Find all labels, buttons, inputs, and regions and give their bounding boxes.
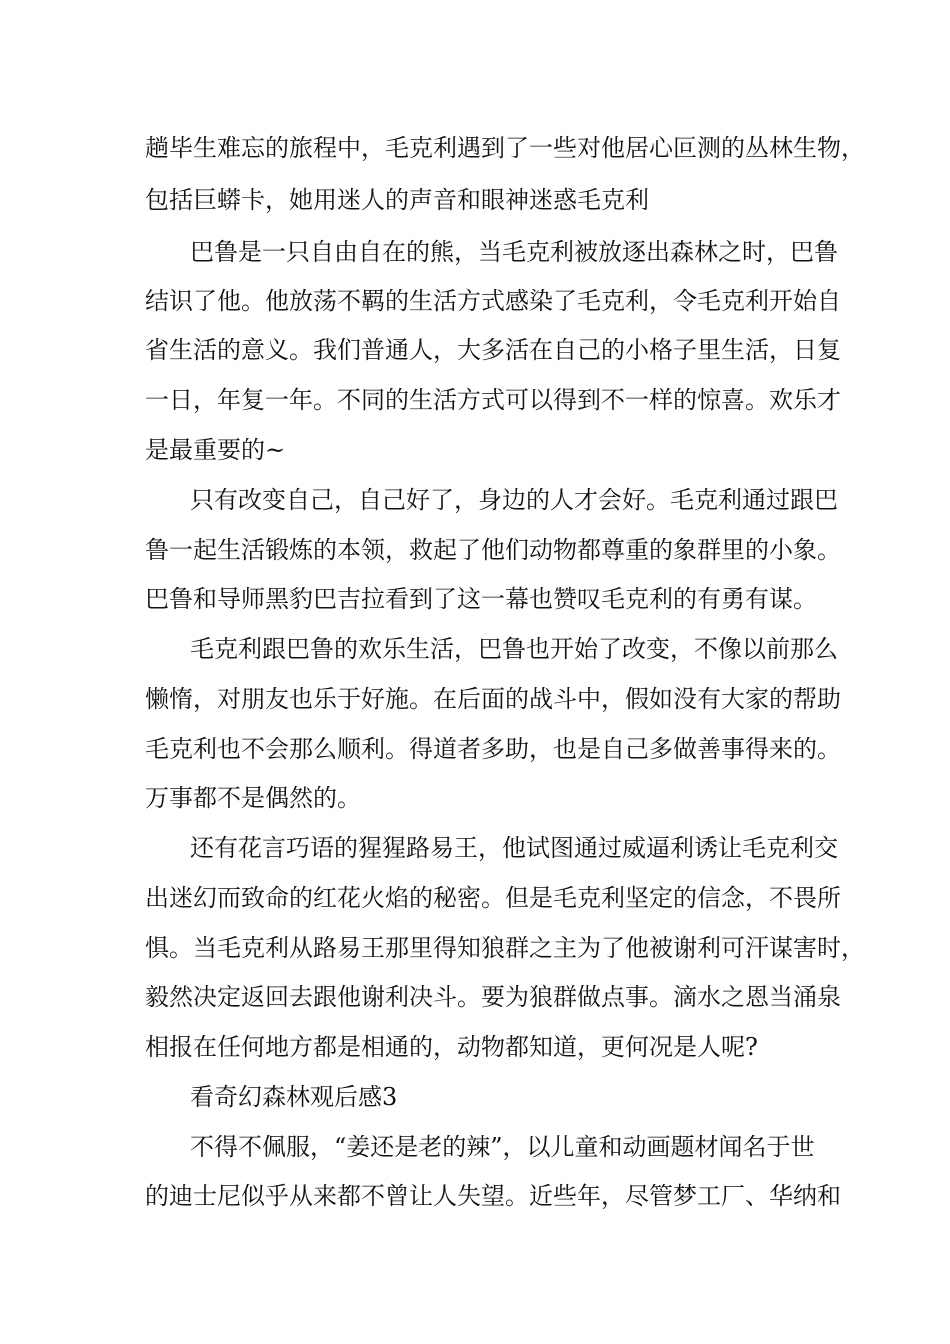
section-heading: 看奇幻森林观后感3 bbox=[190, 1083, 398, 1111]
text-line: 出迷幻而致命的红花火焰的秘密。但是毛克利坚定的信念，不畏所 bbox=[145, 884, 841, 912]
text-line: 毛克利也不会那么顺利。得道者多助，也是自己多做善事得来的。 bbox=[145, 735, 841, 763]
paragraph-start-line: 不得不佩服，“姜还是老的辣”，以儿童和动画题材闻名于世 bbox=[190, 1133, 815, 1161]
text-line: 相报在任何地方都是相通的，动物都知道，更何况是人呢? bbox=[145, 1033, 758, 1061]
paragraph-start-line: 还有花言巧语的猩猩路易王，他试图通过威逼利诱让毛克利交 bbox=[190, 834, 838, 862]
text-line: 省生活的意义。我们普通人，大多活在自己的小格子里生活，日复 bbox=[145, 336, 841, 364]
text-line: 万事都不是偶然的。 bbox=[145, 784, 361, 812]
text-line: 结识了他。他放荡不羁的生活方式感染了毛克利，令毛克利开始自 bbox=[145, 287, 841, 315]
text-line: 一日，年复一年。不同的生活方式可以得到不一样的惊喜。欢乐才 bbox=[145, 386, 841, 414]
text-line: 巴鲁和导师黑豹巴吉拉看到了这一幕也赞叹毛克利的有勇有谋。 bbox=[145, 585, 817, 613]
text-line: 鲁一起生活锻炼的本领，救起了他们动物都尊重的象群里的小象。 bbox=[145, 536, 841, 564]
paragraph-start-line: 巴鲁是一只自由自在的熊，当毛克利被放逐出森林之时，巴鲁 bbox=[190, 238, 838, 266]
text-line: 惧。当毛克利从路易王那里得知狼群之主为了他被谢利可汗谋害时， bbox=[145, 934, 865, 962]
text-line: 懒惰，对朋友也乐于好施。在后面的战斗中，假如没有大家的帮助 bbox=[145, 685, 841, 713]
paragraph-start-line: 只有改变自己，自己好了，身边的人才会好。毛克利通过跟巴 bbox=[190, 486, 838, 514]
text-line: 是最重要的~ bbox=[145, 436, 286, 464]
text-line: 的迪士尼似乎从来都不曾让人失望。近些年，尽管梦工厂、华纳和 bbox=[145, 1182, 841, 1210]
text-line: 包括巨蟒卡，她用迷人的声音和眼神迷惑毛克利 bbox=[145, 186, 649, 214]
paragraph-start-line: 毛克利跟巴鲁的欢乐生活，巴鲁也开始了改变，不像以前那么 bbox=[190, 635, 838, 663]
text-line: 毅然决定返回去跟他谢利决斗。要为狼群做点事。滴水之恩当涌泉 bbox=[145, 983, 841, 1011]
text-line: 趟毕生难忘的旅程中，毛克利遇到了一些对他居心叵测的丛林生物， bbox=[145, 134, 865, 162]
